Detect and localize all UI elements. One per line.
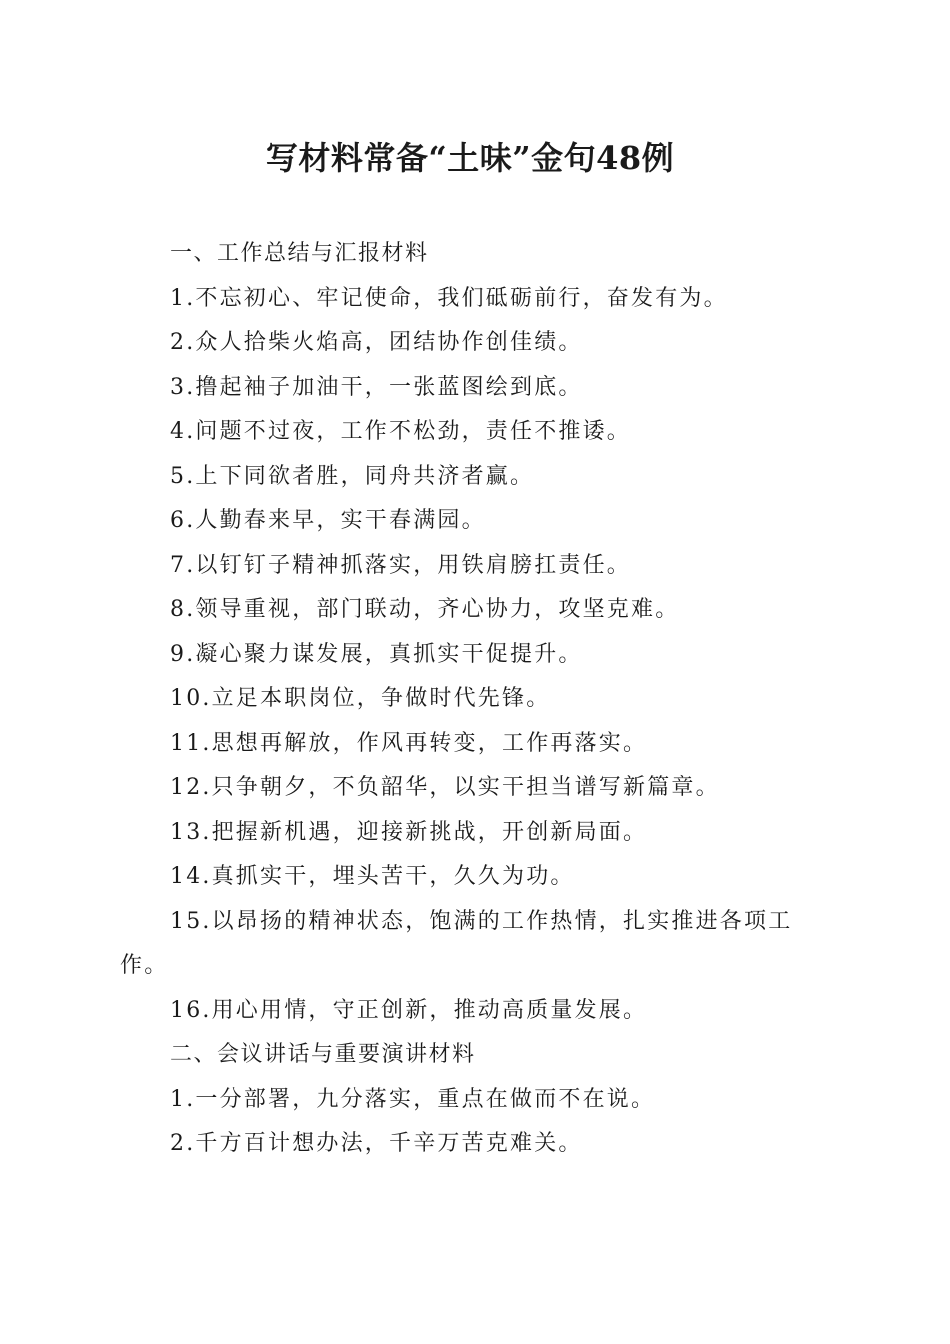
list-item: 2.众人拾柴火焰高，团结协作创佳绩。 [170,330,583,355]
list-item: 16.用心用情，守正创新，推动高质量发展。 [170,997,648,1023]
list-item: 12.只争朝夕，不负韶华，以实干担当谱写新篇章。 [170,775,720,800]
section-meeting-speech [120,1033,826,1167]
list-item: 2.千方百计想办法，千辛万苦克难关。 [170,1131,583,1156]
list-item: 15.以昂扬的精神状态，饱满的工作热情，扎实推进各项工作。 [120,908,793,978]
section-heading: 二、会议讲话与重要演讲材料 [170,1042,476,1067]
list-item: 1.一分部署，九分落实，重点在做而不在说。 [170,1086,656,1112]
section-heading: 一、工作总结与汇报材料 [170,241,429,266]
list-item: 10.立足本职岗位，争做时代先锋。 [170,686,551,711]
list-item: 4.问题不过夜，工作不松劲，责任不推诿。 [170,419,631,444]
list-item: 13.把握新机遇，迎接新挑战，开创新局面。 [170,819,648,845]
list-item: 7.以钉钉子精神抓落实，用铁肩膀扛责任。 [170,552,631,578]
list-item: 3.撸起袖子加油干，一张蓝图绘到底。 [170,374,583,400]
list-item: 5.上下同欲者胜，同舟共济者赢。 [170,463,535,489]
document-title: 写材料常备“土味”金句48例 [265,139,675,177]
list-item: 11.思想再解放，作风再转变，工作再落实。 [170,730,648,756]
list-item: 14.真抓实干，埋头苦干，久久为功。 [170,864,575,889]
list-item: 9.凝心聚力谋发展，真抓实干促提升。 [170,641,583,667]
list-item: 8.领导重视，部门联动，齐心协力，攻坚克难。 [170,597,680,622]
document-body [120,232,826,1167]
list-item: 1.不忘初心、牢记使命，我们砥砺前行，奋发有为。 [170,285,728,311]
section-work-summary [120,232,826,1033]
list-item: 6.人勤春来早，实干春满园。 [170,508,486,533]
